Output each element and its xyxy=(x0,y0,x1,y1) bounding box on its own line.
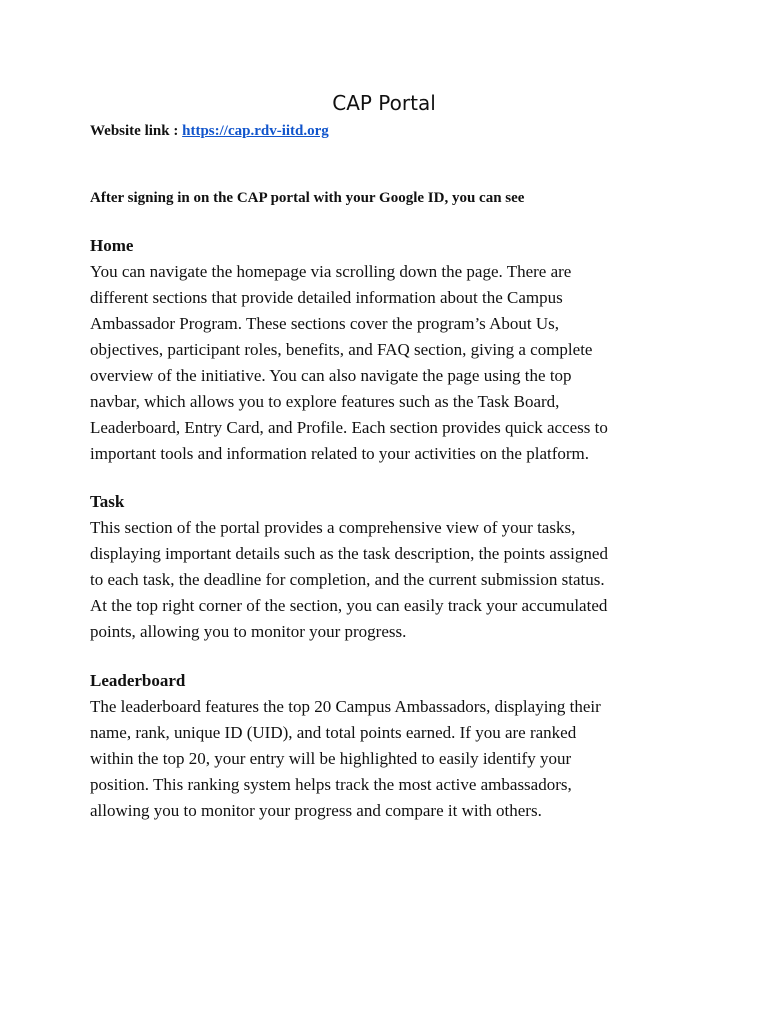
section-heading-leaderboard: Leaderboard xyxy=(90,671,186,690)
section-body-task: This section of the portal provides a comprehensive view of your tasks, displaying important details such as the task description, the points assigned to each task, the deadline for completion, and the current submission status. At the top right corner of the section, you can easily track your accumulated points, allowing you to monitor your progress. xyxy=(90,518,608,641)
section-task xyxy=(90,489,690,645)
section-body-home: You can navigate the homepage via scrolling down the page. There are different sections that provide detailed information about the Campus Ambassador Program. These sections cover the program’s About Us, objectives, participant roles, benefits, and FAQ section, giving a complete overview of the initiative. You can also navigate the page using the top navbar, which allows you to explore features such as the Task Board, Leaderboard, Entry Card, and Profile. Each section provides quick access to important tools and information related to your activities on the platform. xyxy=(90,262,608,463)
website-label: Website link : xyxy=(90,123,183,139)
website-link[interactable]: https://cap.rdv-iitd.org xyxy=(182,123,329,139)
section-heading-task: Task xyxy=(90,492,125,511)
section-home xyxy=(90,233,690,467)
section-heading-home: Home xyxy=(90,236,134,255)
section-leaderboard xyxy=(90,668,690,824)
page-title: CAP Portal xyxy=(332,91,436,115)
section-body-leaderboard: The leaderboard features the top 20 Campus Ambassadors, displaying their name, rank, unique ID (UID), and total points earned. If you are ranked within the top 20, your entry will be highlighted to easily identify your position. This ranking system helps track the most active ambassadors, allowing you to monitor your progress and compare it with others. xyxy=(90,697,601,820)
intro-text: After signing in on the CAP portal with your Google ID, you can see xyxy=(90,190,525,206)
website-line xyxy=(90,120,329,142)
